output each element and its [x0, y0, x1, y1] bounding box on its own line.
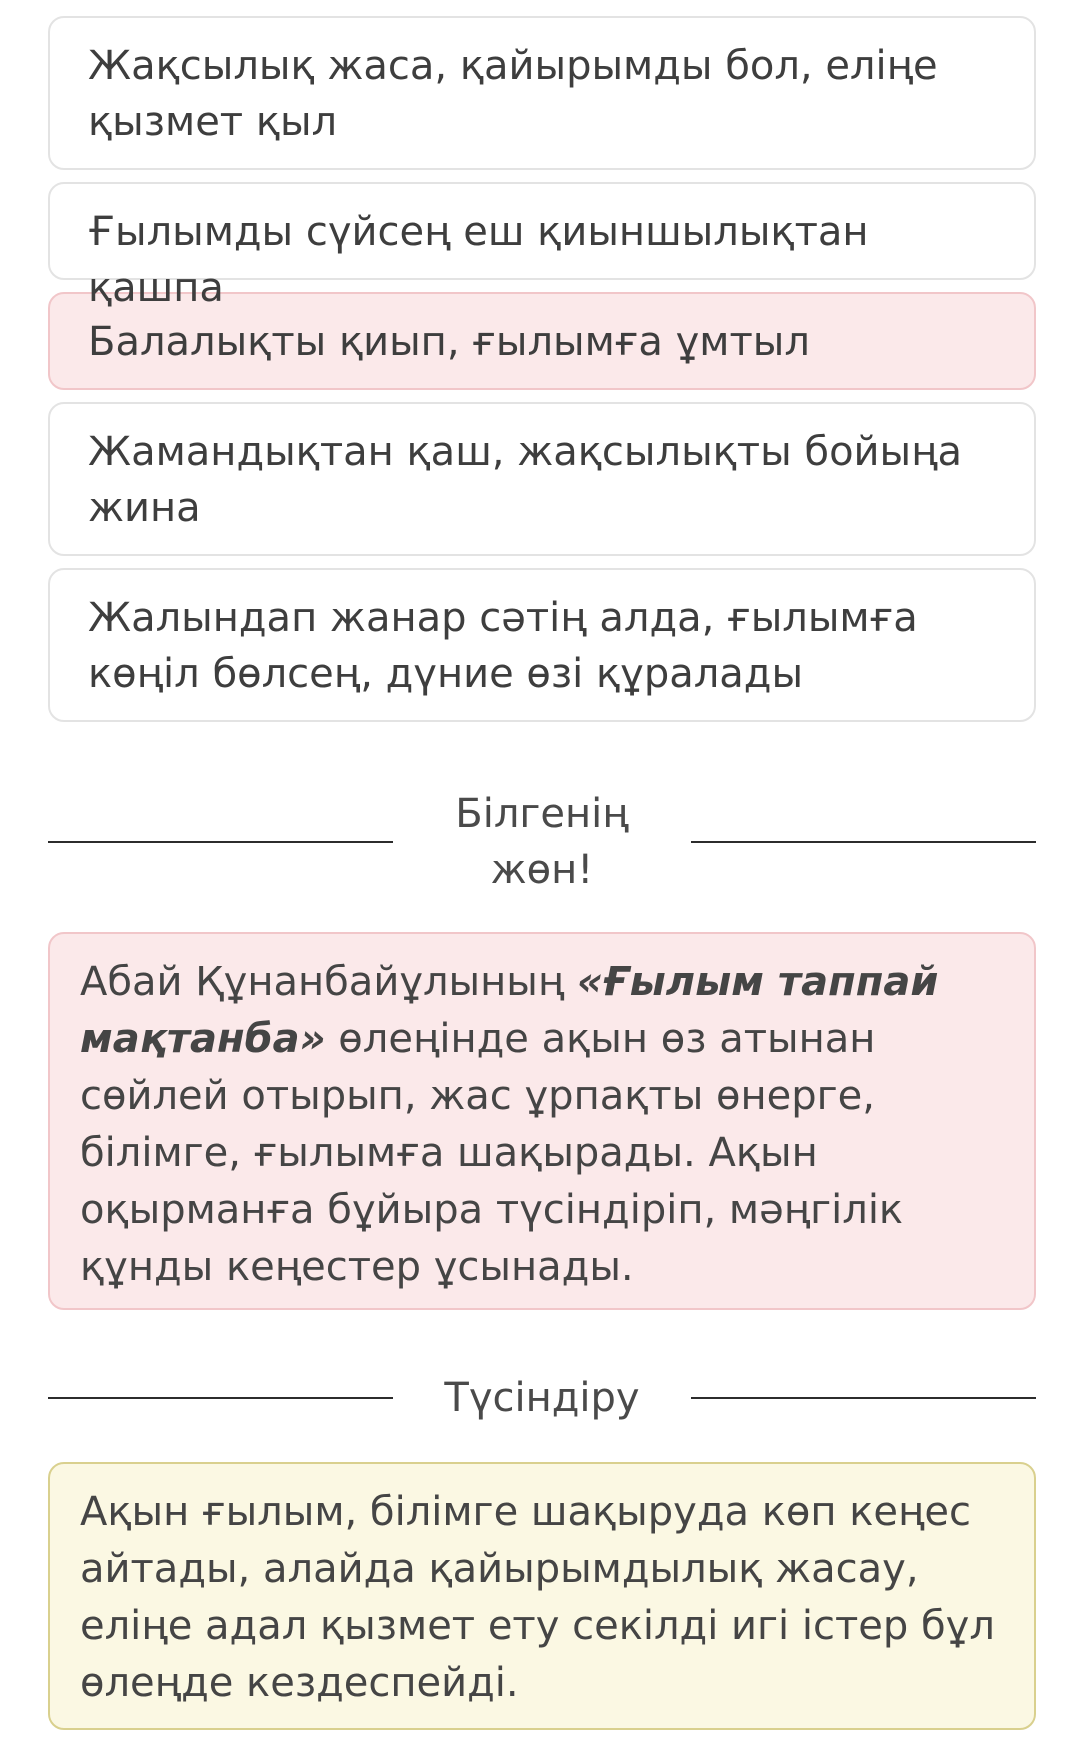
explanation-panel	[48, 1462, 1036, 1730]
answer-option-5[interactable]	[48, 568, 1036, 722]
divider-line-left	[48, 1397, 393, 1399]
explanation-text: Ақын ғылым, білімге шақыруда көп кеңес айтады, алайда қайырымдылық жасау, еліңе адал қызмет ету секілді игі істер бұл өлеңде кездеспейді.	[80, 1489, 995, 1706]
knowledge-section-divider	[48, 782, 1036, 902]
divider-line-left	[48, 841, 393, 843]
divider-line-right	[691, 841, 1036, 843]
explanation-section-heading: Түсіндіру	[444, 1375, 640, 1421]
answer-option-text: Жамандықтан қаш, жақсылықты бойыңа жина	[88, 429, 963, 531]
answer-option-4[interactable]	[48, 402, 1036, 556]
knowledge-text-body: өлеңінде ақын өз атынан сөйлей отырып, жас ұрпақты өнерге, білімге, ғылымға шақырады. Ақын оқырманға бұйыра түсіндіріп, мәңгілік құнды кеңестер ұсынады.	[80, 1016, 904, 1290]
poem-title: «Ғылым таппай мақтанба»	[80, 959, 939, 1062]
answer-option-text: Балалықты қиып, ғылымға ұмтыл	[88, 319, 810, 365]
answer-option-text: Ғылымды сүйсең еш қиыншылықтан қашпа	[88, 209, 869, 311]
knowledge-text-intro: Абай Құнанбайұлының	[80, 959, 578, 1005]
answer-option-text: Жалындап жанар сәтің алда, ғылымға көңіл бөлсең, дүние өзі құралады	[88, 595, 918, 697]
answer-option-1[interactable]	[48, 16, 1036, 170]
answer-options-list	[48, 16, 1036, 734]
knowledge-section-heading: Білгенің жөн!	[455, 791, 629, 893]
answer-option-2[interactable]	[48, 182, 1036, 311]
answer-option-text: Жақсылық жаса, қайырымды бол, еліңе қызмет қыл	[88, 43, 938, 145]
divider-line-right	[691, 1397, 1036, 1399]
explanation-section-divider	[48, 1368, 1036, 1428]
knowledge-panel	[48, 932, 1036, 1310]
